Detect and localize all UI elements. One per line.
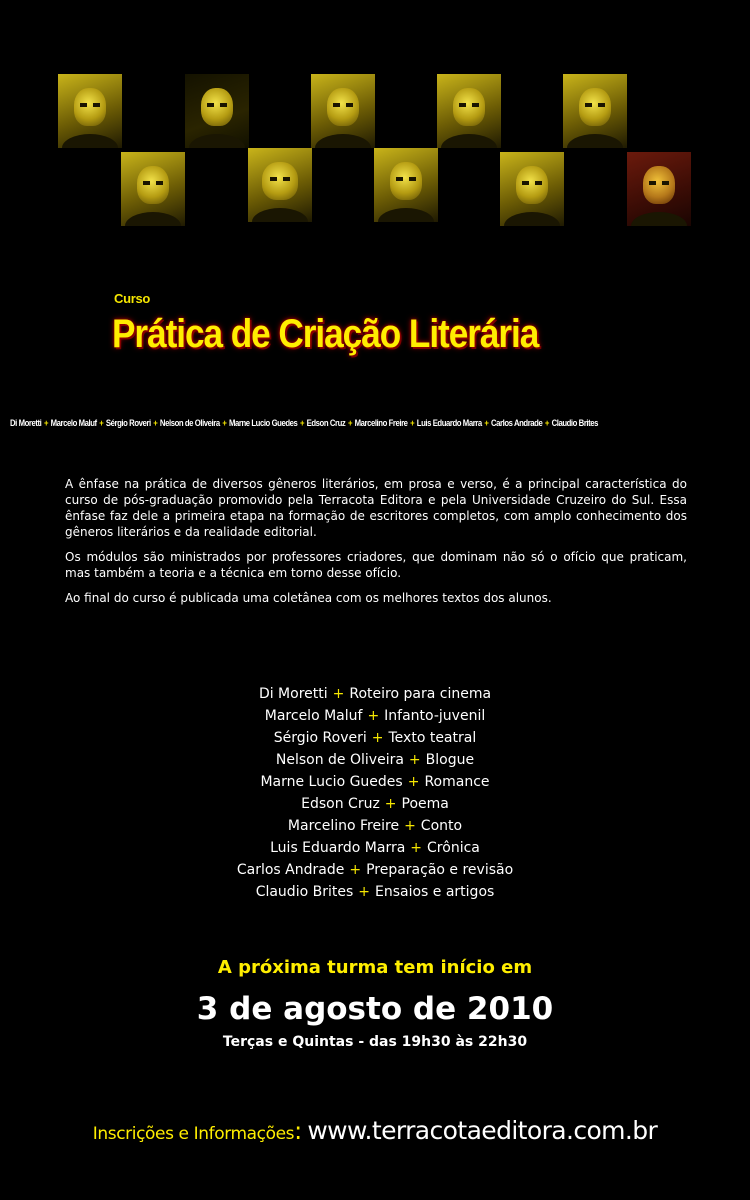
footer	[0, 1116, 750, 1145]
teacher-name: Marcelino Freire	[354, 418, 408, 428]
website-link[interactable]: www.terracotaeditora.com.br	[307, 1116, 658, 1145]
separator-plus: +	[358, 884, 370, 900]
module-row	[0, 815, 750, 837]
module-row	[0, 837, 750, 859]
module-teacher: Luis Eduardo Marra	[270, 840, 406, 856]
module-subject: Poema	[401, 796, 449, 812]
separator-plus: +	[410, 840, 423, 856]
separator-plus: +	[371, 730, 384, 746]
teacher-name: Carlos Andrade	[490, 418, 543, 428]
separator-plus: +	[99, 418, 104, 428]
module-teacher: Edson Cruz	[301, 796, 380, 812]
teacher-portrait-photo	[500, 152, 564, 226]
separator-plus: +	[484, 418, 489, 428]
module-subject: Ensaios e artigos	[374, 884, 495, 900]
module-teacher: Marcelino Freire	[287, 818, 400, 834]
teacher-name: Sérgio Roveri	[105, 418, 151, 428]
teacher-portrait-photo	[58, 74, 122, 148]
class-schedule: Terças e Quintas - das 19h30 às 22h30	[222, 1034, 528, 1050]
module-row	[0, 793, 750, 815]
module-subject: Blogue	[425, 752, 475, 768]
teacher-portrait-photo	[311, 74, 375, 148]
module-subject: Romance	[424, 774, 490, 790]
separator-plus: +	[410, 418, 415, 428]
teacher-portrait-photo	[563, 74, 627, 148]
teacher-name: Marcelo Maluf	[50, 418, 97, 428]
registration-colon: :	[294, 1117, 303, 1145]
separator-plus: +	[367, 708, 380, 724]
module-teacher: Sérgio Roveri	[273, 730, 367, 746]
description-paragraph: A ênfase na prática de diversos gêneros literários, em prosa e verso, é a principal característica do curso de pós-graduação promovido pela Terracota Editora e pela Universidade Cruzeiro do Sul. Essa ênfase faz dele a primeira etapa na formação de escritores completos, com amplo conhecimento dos gêneros literários e da realidade editorial.	[65, 477, 687, 539]
module-subject: Conto	[420, 818, 463, 834]
course-description	[65, 476, 687, 615]
separator-plus: +	[408, 752, 421, 768]
module-row	[0, 705, 750, 727]
separator-plus: +	[347, 418, 353, 428]
teacher-portrait-photo	[627, 152, 691, 226]
teacher-names-strip	[10, 418, 646, 428]
separator-plus: +	[332, 686, 345, 702]
teacher-portrait-photo	[185, 74, 249, 148]
module-teacher: Claudio Brites	[255, 884, 354, 900]
description-paragraph: Ao final do curso é publicada uma coletânea com os melhores textos dos alunos.	[65, 591, 552, 605]
module-subject: Preparação e revisão	[366, 862, 514, 878]
module-subject: Crônica	[427, 840, 480, 856]
teacher-name: Nelson de Oliveira	[159, 418, 220, 428]
course-title: Prática de Criação Literária	[112, 312, 539, 356]
module-row	[0, 881, 750, 903]
description-paragraph: Os módulos são ministrados por professores criadores, que dominam não só o ofício que praticam, mas também a teoria e a técnica em torno desse ofício.	[65, 550, 687, 580]
module-row	[0, 771, 750, 793]
separator-plus: +	[222, 418, 227, 428]
module-teacher: Nelson de Oliveira	[275, 752, 404, 768]
module-row	[0, 683, 750, 705]
registration-label: Inscrições e Informações	[92, 1124, 295, 1144]
module-teacher: Marcelo Maluf	[264, 708, 363, 724]
separator-plus: +	[544, 418, 550, 428]
next-class-label: A próxima turma tem início em	[217, 957, 533, 978]
module-subject: Infanto-juvenil	[384, 708, 486, 724]
module-subject: Roteiro para cinema	[349, 686, 492, 702]
course-label: Curso	[114, 291, 151, 306]
teacher-portrait-photo	[248, 148, 312, 222]
start-date: 3 de agosto de 2010	[196, 991, 554, 1027]
module-teacher: Carlos Andrade	[236, 862, 345, 878]
teacher-portrait-photo	[374, 148, 438, 222]
module-row	[0, 749, 750, 771]
separator-plus: +	[407, 774, 420, 790]
separator-plus: +	[153, 418, 158, 428]
separator-plus: +	[384, 796, 397, 812]
module-row	[0, 727, 750, 749]
separator-plus: +	[43, 418, 49, 428]
modules-list	[0, 683, 750, 903]
module-teacher: Marne Lucio Guedes	[260, 774, 403, 790]
teacher-portrait-photo	[437, 74, 501, 148]
separator-plus: +	[299, 418, 305, 428]
teacher-name: Luis Eduardo Marra	[416, 418, 482, 428]
module-row	[0, 859, 750, 881]
separator-plus: +	[404, 818, 416, 834]
teacher-name: Di Moretti	[10, 418, 42, 428]
teacher-name: Claudio Brites	[551, 418, 599, 428]
teacher-name: Edson Cruz	[306, 418, 346, 428]
teacher-name: Marne Lucio Guedes	[228, 418, 298, 428]
module-subject: Texto teatral	[388, 730, 477, 746]
teacher-portrait-photo	[121, 152, 185, 226]
separator-plus: +	[349, 862, 362, 878]
module-teacher: Di Moretti	[258, 686, 328, 702]
